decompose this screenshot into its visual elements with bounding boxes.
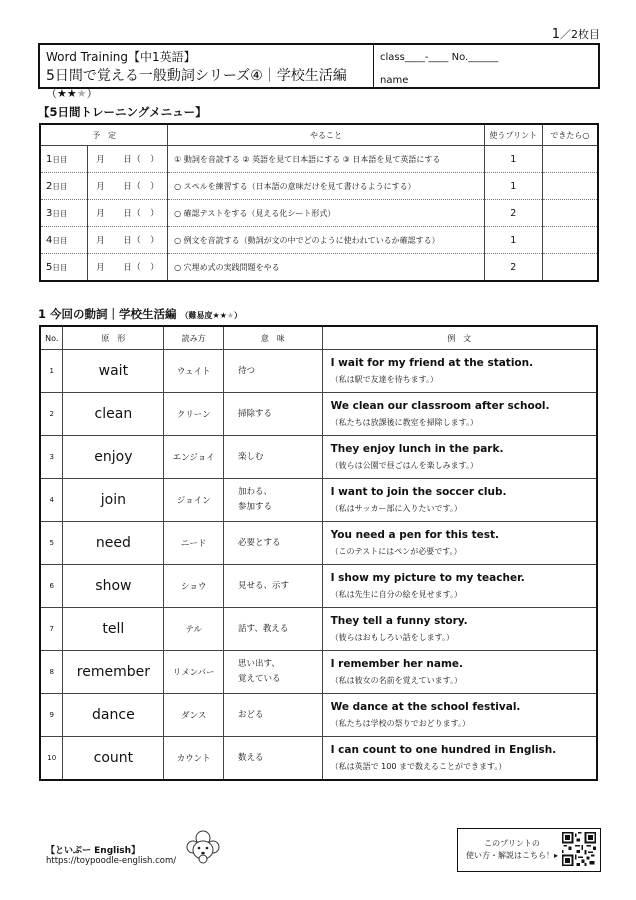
menu-row (40, 173, 598, 200)
verb-header-row (40, 326, 597, 350)
page-number: 1／2枚目 (551, 27, 600, 42)
done-check-cell[interactable] (542, 254, 598, 282)
header-schedule: 予 定 (40, 124, 168, 146)
verb-meaning: 必要とする (224, 522, 323, 565)
day-label: 3日目 (40, 200, 88, 227)
menu-row (40, 146, 598, 173)
verb-number: 9 (40, 694, 63, 737)
verb-row (40, 565, 597, 608)
header-base-form: 原 形 (63, 326, 164, 350)
poodle-mascot-icon (183, 829, 223, 865)
example-sentence (322, 393, 597, 436)
verb-reading: ニード (164, 522, 224, 565)
verb-meaning: 加わる、 参加する (224, 479, 323, 522)
menu-title: 【5日間トレーニングメニュー】 (38, 105, 207, 119)
done-check-cell[interactable] (542, 227, 598, 254)
verb-meaning: 掃除する (224, 393, 323, 436)
example-japanese: （私はサッカー部に入りたいです。） (330, 504, 462, 513)
example-sentence (322, 436, 597, 479)
done-check-cell[interactable] (542, 173, 598, 200)
verb-base-form: join (63, 479, 164, 522)
task-text: ○ 例文を音読する（動詞が文の中でどのように使われているか確認する） (168, 227, 485, 254)
guide-link-box[interactable] (457, 828, 601, 872)
menu-row (40, 254, 598, 282)
example-sentence (322, 350, 597, 393)
print-number: 1 (484, 173, 542, 200)
verb-reading: ダンス (164, 694, 224, 737)
verb-reading: テル (164, 608, 224, 651)
verb-base-form: wait (63, 350, 164, 393)
name-field[interactable]: name (380, 75, 409, 86)
verb-base-form: remember (63, 651, 164, 694)
verb-meaning: 数える (224, 737, 323, 781)
verb-base-form: need (63, 522, 164, 565)
example-japanese: （私は先生に自分の絵を見せます。） (330, 590, 462, 599)
done-check-cell[interactable] (542, 146, 598, 173)
qr-code-icon[interactable] (562, 832, 596, 866)
verb-base-form: show (63, 565, 164, 608)
verb-meaning: 思い出す、 覚えている (224, 651, 323, 694)
verb-number: 6 (40, 565, 63, 608)
day-label: 2日目 (40, 173, 88, 200)
example-sentence (322, 522, 597, 565)
verb-number: 10 (40, 737, 63, 781)
verb-row (40, 522, 597, 565)
verb-base-form: count (63, 737, 164, 781)
verb-reading: エンジョイ (164, 436, 224, 479)
verb-number: 1 (40, 350, 63, 393)
example-japanese: （このテストにはペンが必要です。） (330, 547, 462, 556)
verb-number: 5 (40, 522, 63, 565)
verb-meaning: 楽しむ (224, 436, 323, 479)
verb-row (40, 651, 597, 694)
verb-number: 4 (40, 479, 63, 522)
training-menu-table (39, 123, 599, 282)
guide-link-text[interactable]: このプリントの 使い方・解説はこちら！▸ (465, 839, 558, 860)
example-sentence (322, 479, 597, 522)
verb-base-form: tell (63, 608, 164, 651)
example-japanese: （私は英語で 100 まで数えることができます。） (330, 762, 507, 771)
example-english: They tell a funny story. (330, 615, 468, 627)
date-field[interactable]: 月 日（ ） (88, 173, 168, 200)
example-japanese: （私たちは放課後に教室を掃除します。） (330, 418, 478, 427)
example-sentence (322, 737, 597, 781)
brand-url[interactable]: https://toypoodle-english.com/ (46, 856, 177, 866)
worksheet-header (38, 43, 600, 100)
print-number: 2 (484, 200, 542, 227)
header-task: やること (168, 124, 485, 146)
header-no: No. (40, 326, 63, 350)
example-sentence (322, 565, 597, 608)
header-done: できたら○ (542, 124, 598, 146)
header-meaning: 意 味 (224, 326, 323, 350)
verb-base-form: dance (63, 694, 164, 737)
verb-row (40, 436, 597, 479)
verb-row (40, 479, 597, 522)
class-number-field[interactable]: class____-____ No.______ (380, 52, 499, 63)
print-number: 1 (484, 227, 542, 254)
date-field[interactable]: 月 日（ ） (88, 200, 168, 227)
print-number: 1 (484, 146, 542, 173)
verb-meaning: 待つ (224, 350, 323, 393)
verb-number: 3 (40, 436, 63, 479)
verb-row (40, 694, 597, 737)
header-print: 使うプリント (484, 124, 542, 146)
example-sentence (322, 651, 597, 694)
done-check-cell[interactable] (542, 200, 598, 227)
verb-base-form: clean (63, 393, 164, 436)
header-example: 例 文 (322, 326, 597, 350)
series-label: Word Training【中1英語】 (46, 50, 196, 64)
verb-row (40, 737, 597, 781)
example-english: We dance at the school festival. (330, 701, 521, 713)
task-text: ○ 穴埋め式の実践問題をやる (168, 254, 485, 282)
verb-table (39, 325, 598, 781)
verb-number: 8 (40, 651, 63, 694)
day-label: 5日目 (40, 254, 88, 282)
date-field[interactable]: 月 日（ ） (88, 227, 168, 254)
date-field[interactable]: 月 日（ ） (88, 146, 168, 173)
task-text: ○ スペルを練習する（日本語の意味だけを見て書けるようにする） (168, 173, 485, 200)
day-label: 1日目 (40, 146, 88, 173)
verb-reading: カウント (164, 737, 224, 781)
verb-number: 7 (40, 608, 63, 651)
example-japanese: （私たちは学校の祭りでおどります。） (330, 719, 470, 728)
brand-name: 【といぷー English】 (46, 846, 141, 856)
difficulty-label: （難易度★★★） (180, 311, 243, 320)
title-box (40, 45, 374, 100)
worksheet-title: 5日間で覚える一般動詞シリーズ④｜学校生活編 （★★★） (46, 68, 347, 100)
verb-meaning: おどる (224, 694, 323, 737)
verb-reading: ジョイン (164, 479, 224, 522)
example-sentence (322, 694, 597, 737)
day-label: 4日目 (40, 227, 88, 254)
example-english: I wait for my friend at the station. (330, 357, 534, 369)
example-english: I can count to one hundred in English. (330, 744, 557, 756)
date-field[interactable]: 月 日（ ） (88, 254, 168, 282)
verb-reading: ウェイト (164, 350, 224, 393)
menu-header-row (40, 124, 598, 146)
example-sentence (322, 608, 597, 651)
difficulty-stars: （★★★） (46, 87, 98, 100)
example-english: I want to join the soccer club. (330, 486, 507, 498)
verb-reading: クリーン (164, 393, 224, 436)
example-english: I show my picture to my teacher. (330, 572, 525, 584)
print-number: 2 (484, 254, 542, 282)
example-japanese: （彼らはおもしろい話をします。） (330, 633, 454, 642)
header-reading: 読み方 (164, 326, 224, 350)
task-text: ○ 確認テストをする（見える化シート形式） (168, 200, 485, 227)
example-japanese: （私は駅で友達を待ちます。） (330, 375, 438, 384)
verb-meaning: 見せる、示す (224, 565, 323, 608)
verb-meaning: 話す、教える (224, 608, 323, 651)
verb-base-form: enjoy (63, 436, 164, 479)
example-english: We clean our classroom after school. (330, 400, 550, 412)
example-english: You need a pen for this test. (330, 529, 500, 541)
menu-row (40, 227, 598, 254)
task-text: ① 動詞を音読する ② 英語を見て日本語にする ③ 日本語を見て英語にする (168, 146, 485, 173)
verb-reading: リメンバー (164, 651, 224, 694)
example-english: They enjoy lunch in the park. (330, 443, 504, 455)
verb-row (40, 350, 597, 393)
verb-section-title: 1 今回の動詞｜学校生活編 （難易度★★★） (38, 307, 243, 321)
verb-reading: ショウ (164, 565, 224, 608)
example-english: I remember her name. (330, 658, 464, 670)
verb-number: 2 (40, 393, 63, 436)
verb-row (40, 393, 597, 436)
verb-row (40, 608, 597, 651)
menu-row (40, 200, 598, 227)
example-japanese: （私は彼女の名前を覚えています。） (330, 676, 462, 685)
example-japanese: （彼らは公園で昼ごはんを楽しみます。） (330, 461, 478, 470)
